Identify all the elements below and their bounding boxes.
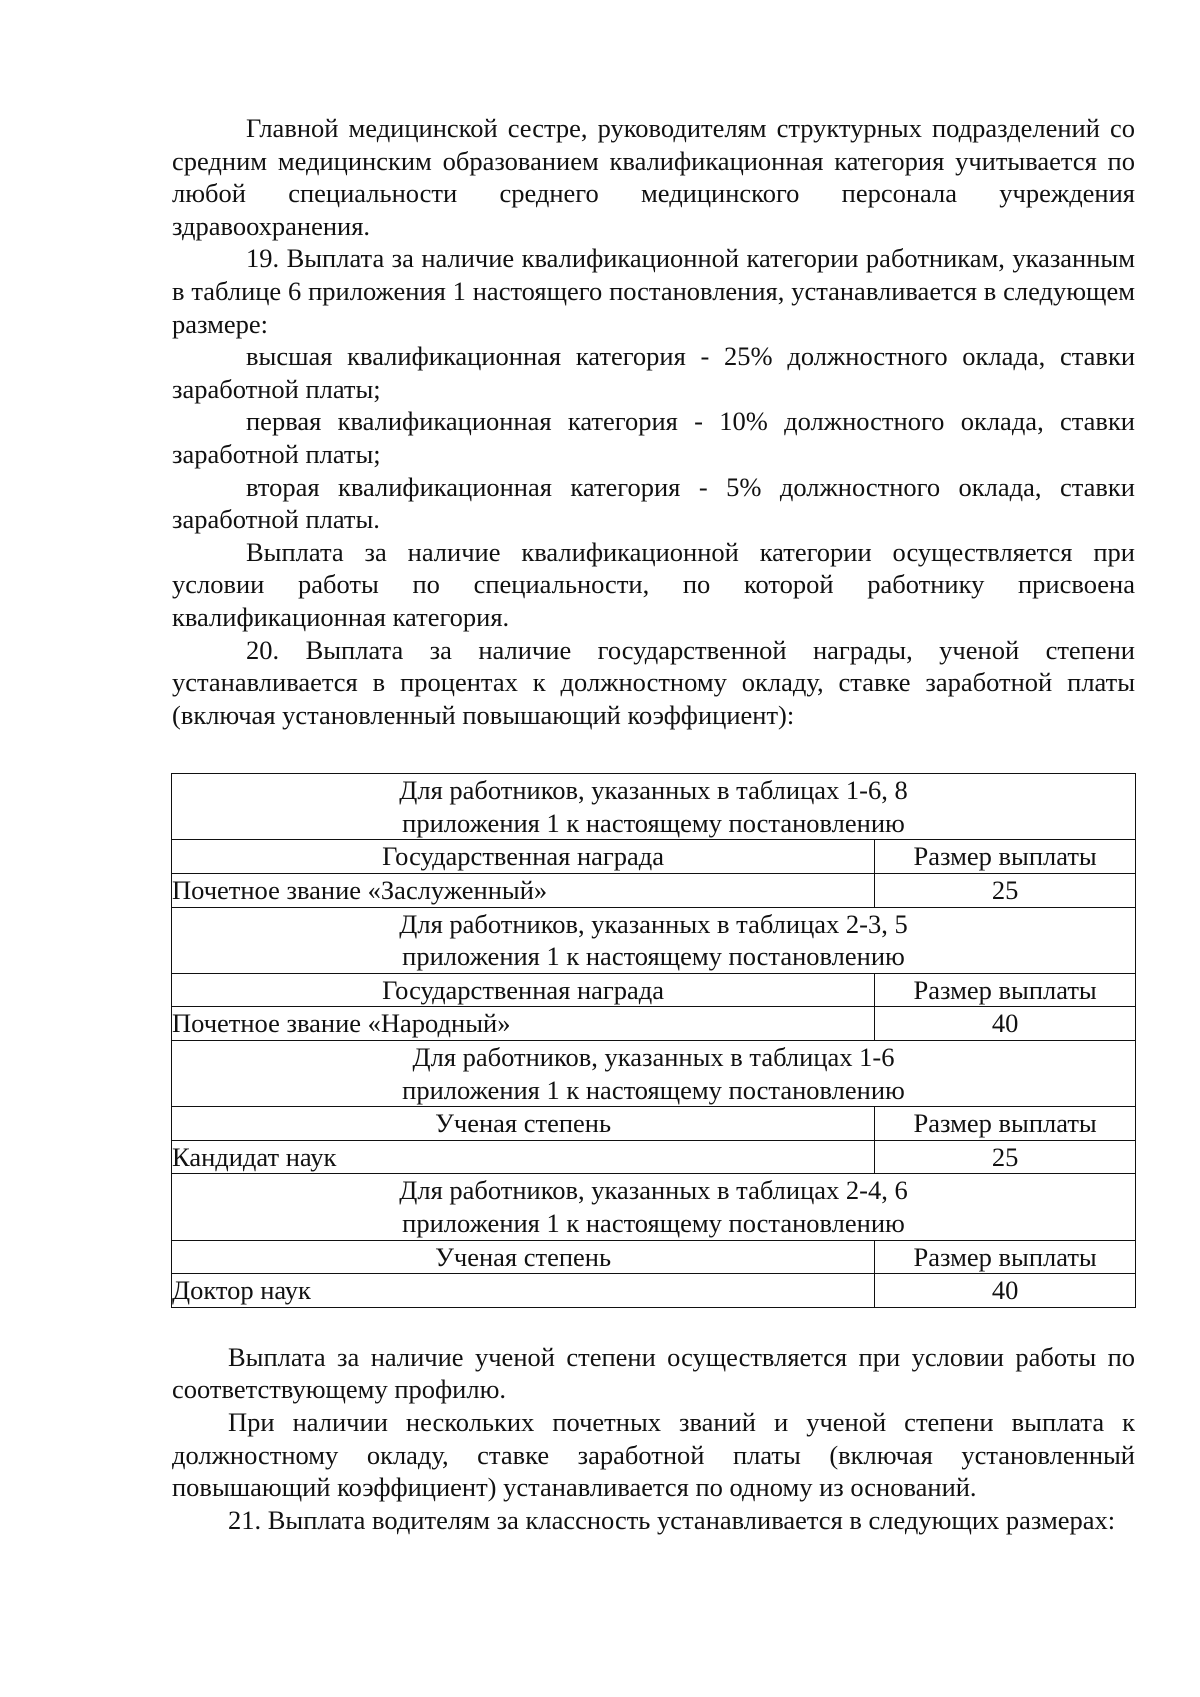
table-section-row xyxy=(172,1041,1136,1107)
document-page xyxy=(172,112,1135,1536)
paragraph-multiple-titles: При наличии нескольких почетных званий и ученой степени выплата к должностному окладу, ставке заработной платы (включая установленный повышающий коэффициент) устанавливается по одному из оснований. xyxy=(172,1406,1135,1503)
column-header-degree: Ученая степень xyxy=(172,1107,875,1141)
row-name: Доктор наук xyxy=(172,1274,875,1308)
table-row xyxy=(172,874,1136,908)
column-header-award: Государственная награда xyxy=(172,840,875,874)
row-value: 25 xyxy=(875,874,1136,908)
table-row xyxy=(172,1140,1136,1174)
row-value: 40 xyxy=(875,1007,1136,1041)
column-header-amount: Размер выплаты xyxy=(875,840,1136,874)
row-name: Почетное звание «Заслуженный» xyxy=(172,874,875,908)
awards-table xyxy=(171,773,1136,1308)
table-section-row xyxy=(172,774,1136,840)
row-value: 40 xyxy=(875,1274,1136,1308)
table-section-row xyxy=(172,1174,1136,1240)
paragraph-highest-category: высшая квалификационная категория - 25% должностного оклада, ставки заработной платы; xyxy=(172,341,1135,404)
section-title: Для работников, указанных в таблицах 1-6 приложения 1 к настоящему постановлению xyxy=(172,1041,1136,1107)
column-header-amount: Размер выплаты xyxy=(875,1107,1136,1141)
row-name: Кандидат наук xyxy=(172,1140,875,1174)
table-header-row xyxy=(172,840,1136,874)
table-row xyxy=(172,1274,1136,1308)
table-header-row xyxy=(172,1107,1136,1141)
paragraph-category-condition: Выплата за наличие квалификационной категории осуществляется при условии работы по специальности, по которой работнику присвоена квалификационная категория. xyxy=(172,536,1135,632)
row-value: 25 xyxy=(875,1140,1136,1174)
column-header-amount: Размер выплаты xyxy=(875,973,1136,1007)
column-header-degree: Ученая степень xyxy=(172,1240,875,1274)
paragraph-clause-21: 21. Выплата водителям за классность устанавливается в следующих размерах: xyxy=(228,1504,1116,1535)
column-header-award: Государственная награда xyxy=(172,973,875,1007)
table-header-row xyxy=(172,973,1136,1007)
paragraph-clause-19: 19. Выплата за наличие квалификационной категории работникам, указанным в таблице 6 приложения 1 настоящего постановления, устанавливается в следующем размере: xyxy=(172,243,1135,339)
table-section-row xyxy=(172,907,1136,973)
paragraph-head-nurse: Главной медицинской сестре, руководителям структурных подразделений со средним медицинским образованием квалификационная категория учитывается по любой специальности среднего медицинского персонала учреждения здравоохранения. xyxy=(172,113,1135,241)
section-title: Для работников, указанных в таблицах 1-6, 8 приложения 1 к настоящему постановлению xyxy=(172,774,1136,840)
section-title: Для работников, указанных в таблицах 2-3, 5 приложения 1 к настоящему постановлению xyxy=(172,907,1136,973)
paragraph-second-category: вторая квалификационная категория - 5% должностного оклада, ставки заработной платы. xyxy=(172,471,1135,535)
table-row xyxy=(172,1007,1136,1041)
table-header-row xyxy=(172,1240,1136,1274)
column-header-amount: Размер выплаты xyxy=(875,1240,1136,1274)
section-title: Для работников, указанных в таблицах 2-4, 6 приложения 1 к настоящему постановлению xyxy=(172,1174,1136,1240)
row-name: Почетное звание «Народный» xyxy=(172,1007,875,1041)
paragraph-degree-condition: Выплата за наличие ученой степени осуществляется при условии работы по соответствующему профилю. xyxy=(172,1341,1135,1405)
paragraph-clause-20: 20. Выплата за наличие государственной награды, ученой степени устанавливается в процентах к должностному окладу, ставке заработной платы (включая установленный повышающий коэффициент): xyxy=(172,634,1135,730)
paragraph-first-category: первая квалификационная категория - 10% должностного оклада, ставки заработной платы; xyxy=(172,406,1135,469)
